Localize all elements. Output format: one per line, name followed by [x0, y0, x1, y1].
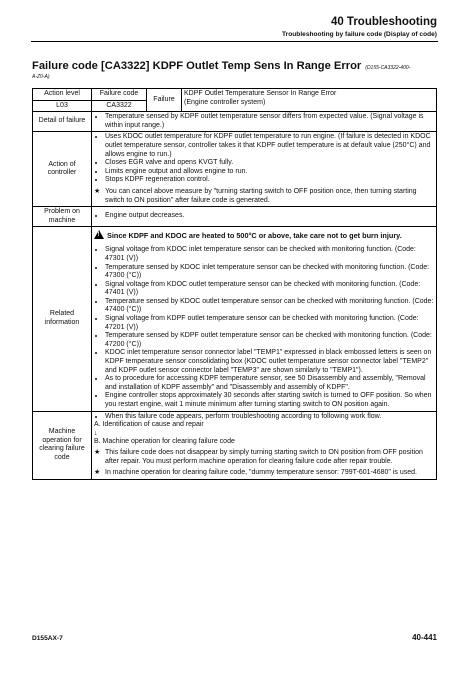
header-rule: [31, 41, 438, 42]
list-item: • Temperature sensed by KDOC outlet temperature sensor can be checked with monitoring function. (Code: 47400 (°C)): [105, 298, 434, 315]
table-row: [33, 411, 437, 479]
list-item: • Engine output decreases.: [105, 212, 434, 221]
star-icon: ★: [94, 469, 101, 477]
action-level-header: Action level: [33, 89, 92, 101]
list-item: • As to procedure for accessing KDPF temperature sensor, see 50 Disassembly and assembly, "Removal and installation of KDPF assembly" and "Disassembly and assembly of KDPF".: [105, 375, 434, 392]
machine-note: [94, 449, 434, 466]
list-item: • Uses KDOC outlet temperature for KDPF outlet temperature to run engine. (If failure is detected in KDOC outlet temperature sensor, controller takes it that KDPF outlet temperature is at default value (250°C) and allows engine to run.): [105, 133, 434, 159]
doc-reference-cont: A-Z0-A): [32, 74, 50, 80]
warning-icon: [94, 230, 104, 239]
failure-header: Failure: [147, 89, 182, 112]
failure-code-value: CA3322: [92, 100, 147, 112]
failure-code-header: Failure code: [92, 89, 147, 101]
machine-note: [94, 469, 434, 478]
table-row: [33, 112, 437, 132]
list-item: • Limits engine output and allows engine to run.: [105, 168, 434, 177]
table-row: [33, 207, 437, 227]
list-item: • Engine controller stops approximately 30 seconds after starting switch is turned to OFF position. So when you restart engine, wait 1 minute minimum after turning starting switch to ON position again.: [105, 392, 434, 409]
footer-page-number: 40-441: [412, 633, 437, 642]
section-subtitle: Troubleshooting by failure code (Display of code): [282, 31, 437, 38]
problem-label: Problem on machine: [33, 207, 92, 227]
list-item: • When this failure code appears, perform troubleshooting according to following work flow.: [105, 413, 434, 422]
machine-label: Machine operation for clearing failure code: [33, 411, 92, 479]
list-item: • Signal voltage from KDPF outlet temperature sensor can be checked with monitoring function. (Code: 47201 (V)): [105, 315, 434, 332]
table-row: [33, 89, 437, 101]
page-title: [32, 60, 410, 72]
list-item: • KDOC inlet temperature sensor connector label "TEMP1" expressed in black embossed letters is seen on KDPF temperature sensor consolidating box (KDOC outlet temperature sensor connector label "TEMP2" and KDPF outlet sensor connector label "TEMP3" are shown similarly to "TEMP1").: [105, 349, 434, 375]
title-text: Failure code [CA3322] KDPF Outlet Temp Sens In Range Error: [32, 60, 362, 72]
footer-model: D155AX-7: [32, 635, 63, 642]
machine-content: [92, 411, 437, 479]
action-level-value: L03: [33, 100, 92, 112]
list-item: • Temperature sensed by KDPF outlet temperature sensor can be checked with monitoring function. (Code: 47200 (°C)): [105, 332, 434, 349]
list-item: • Signal voltage from KDOC outlet temperature sensor can be checked with monitoring function. (Code: 47401 (V)): [105, 281, 434, 298]
related-label: Related information: [33, 227, 92, 411]
action-content: [92, 132, 437, 207]
detail-content: [92, 112, 437, 132]
action-note: [94, 188, 434, 205]
note-text: In machine operation for clearing failure code, "dummy temperature sensor: 799T-601-4680" is used.: [105, 469, 417, 477]
warning: [94, 230, 434, 240]
note-text: This failure code does not disappear by simply turning starting switch to ON position from OFF position after repair. You must perform machine operation for clearing failure code after repair trouble.: [105, 448, 423, 465]
failure-desc-line: KDPF Outlet Temperature Sensor In Range Error: [184, 90, 337, 97]
list-item: • Signal voltage from KDOC inlet temperature sensor can be checked with monitoring function. (Code: 47301 (V)): [105, 246, 434, 263]
list-item: • Temperature sensed by KDOC inlet temperature sensor can be checked with monitoring function. (Code: 47300 (°C)): [105, 264, 434, 281]
step-a: A. Identification of cause and repair: [94, 421, 204, 429]
failure-table: [32, 88, 437, 480]
table-row: [33, 132, 437, 207]
list-item: • Closes EGR valve and opens KVGT fully.: [105, 159, 434, 168]
warning-text: Since KDPF and KDOC are heated to 500°C or above, take care not to get burn injury.: [107, 231, 402, 241]
section-title: 40 Troubleshooting: [330, 16, 437, 28]
note-text: You can cancel above measure by "turning starting switch to OFF position once, then turning starting switch to ON position" after failure code is generated.: [105, 187, 417, 204]
star-icon: ★: [94, 448, 101, 456]
star-icon: ★: [94, 187, 101, 195]
list-item: • Stops KDPF regeneration control.: [105, 176, 434, 185]
action-label: Action of controller: [33, 132, 92, 207]
list-item: • Temperature sensed by KDPF outlet temperature sensor differs from expected value. (Signal voltage is within input range.): [105, 113, 434, 130]
detail-label: Detail of failure: [33, 112, 92, 132]
related-content: [92, 227, 437, 411]
table-row: [33, 227, 437, 411]
step-arrow: ↓: [94, 429, 98, 437]
problem-content: [92, 207, 437, 227]
failure-description: [182, 89, 437, 112]
failure-desc-line: (Engine controller system): [184, 98, 266, 106]
step-b: B. Machine operation for clearing failure code: [94, 438, 235, 446]
doc-reference: (D155-CA3322-400-: [365, 65, 411, 71]
